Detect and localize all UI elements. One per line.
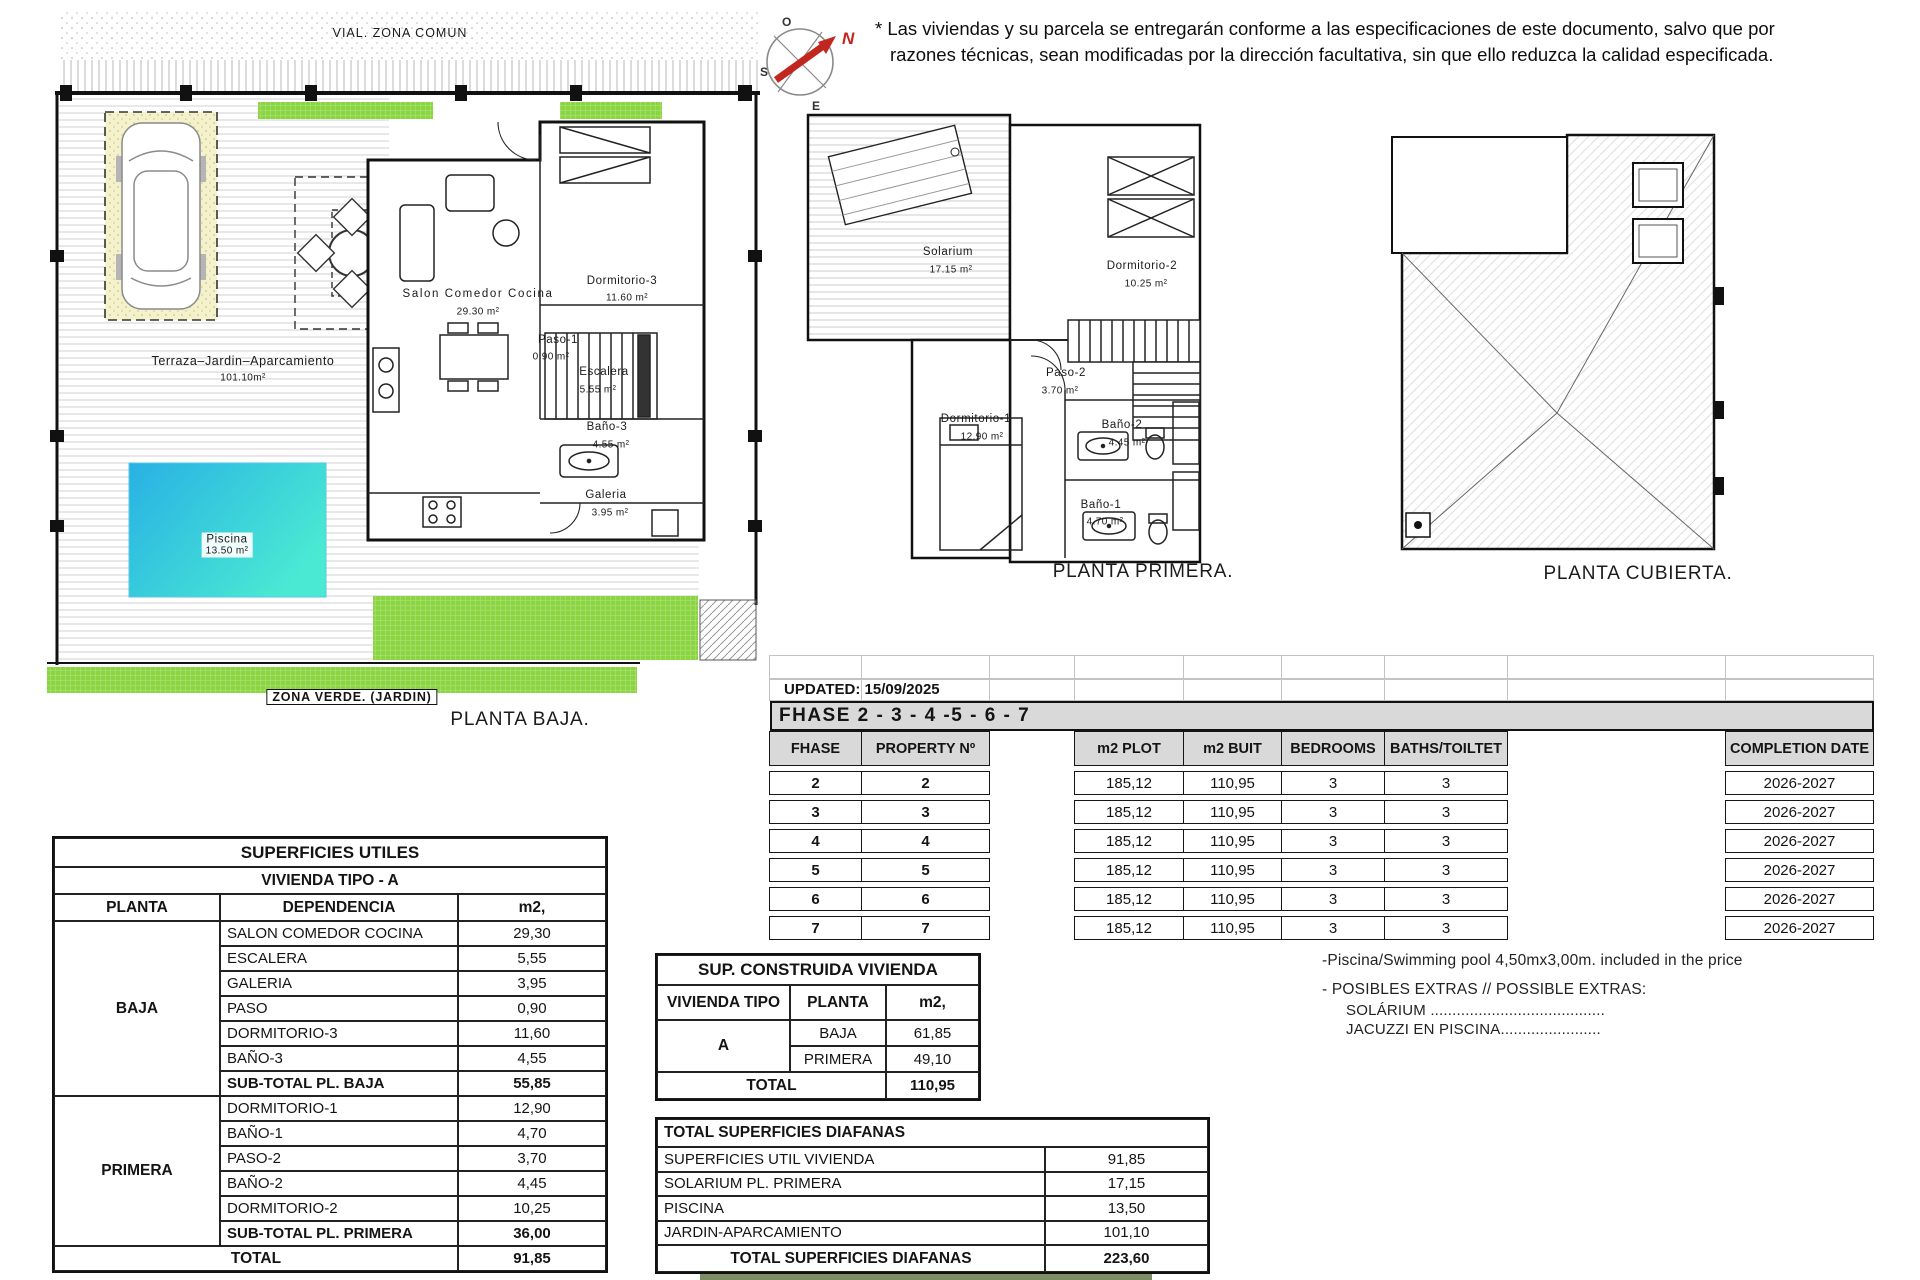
disclaimer-line2: razones técnicas, sean modificadas por la dirección facultativa, sin que ello reduzca la calidad especificada.	[890, 44, 1774, 66]
terraza-label: Terraza–Jardin–Aparcamiento	[151, 354, 335, 368]
dormitorio3-area: 11.60 m²	[606, 292, 648, 304]
paso1-area: 0.90 m²	[532, 351, 570, 363]
su-col-planta: PLANTA	[54, 894, 220, 921]
su-col-dependencia: DEPENDENCIA	[220, 894, 458, 921]
piscina-label: Piscina 13.50 m²	[202, 533, 253, 558]
col-baths: BATHS/TOILTET	[1384, 731, 1508, 766]
dormitorio3-label: Dormitorio-3	[586, 275, 658, 287]
su-total-value: 91,85	[458, 1246, 606, 1271]
bano1-label: Baño-1	[1080, 499, 1122, 511]
zona-verde-label: ZONA VERDE. (JARDIN)	[266, 689, 437, 705]
compass-west: O	[782, 15, 792, 29]
bano1-area: 4.70 m²	[1086, 516, 1124, 528]
extras-notes	[1322, 952, 1842, 1038]
compass-north: N	[842, 29, 855, 48]
diafanas-table: TOTAL SUPERFICIES DIAFANAS SUPERFICIES UTIL VIVIENDA 91,85 SOLARIUM PL. PRIMERA 17,15 PISCINA 13,50 JARDIN-APARCAMIENTO 101,10 TOTAL SUPERFICIES DIAFANAS 223,60	[655, 1117, 1210, 1274]
su-baja-label: BAJA	[54, 921, 220, 1096]
bano2-area: 4.45 m²	[1108, 437, 1146, 449]
extra-jacuzzi: JACUZZI EN PISCINA.......................	[1346, 1021, 1601, 1038]
phase-row: 5 5 185,12 110,95 3 3 2026-2027	[770, 858, 1874, 882]
dormitorio2-area: 10.25 m²	[1124, 278, 1168, 290]
pool-included-note: -Piscina/Swimming pool 4,50mx3,00m. included in the price	[1322, 952, 1743, 969]
salon-area: 29.30 m²	[456, 306, 500, 318]
bano3-area: 4.55 m²	[592, 439, 630, 451]
superficies-utiles-table: SUPERFICIES UTILES VIVIENDA TIPO - A PLANTA DEPENDENCIA m2, BAJA SALON COMEDOR COCINA 29,30 ESCALERA 5,55 GALERIA 3,95 PASO 0,90 DORMITORIO-3 11,60 BAÑO-3 4,55 SUB-TOTAL PL. BAJA 55,85 PRIMERA DORMITORIO-1 12,90 BAÑO-1 4,70 PASO-2 3,70 BAÑO-2 4,45 DORMITORIO-2 10,25 SUB-TOTAL PL. PRIMERA 36,00 TOTAL 91,85	[52, 836, 608, 1273]
galeria-area: 3.95 m²	[591, 507, 629, 519]
escalera-label: Escalera	[579, 366, 629, 378]
planta-cubierta-title: PLANTA CUBIERTA.	[1543, 563, 1733, 584]
df-total-label: TOTAL SUPERFICIES DIAFANAS	[657, 1245, 1045, 1272]
sc-title: SUP. CONSTRUIDA VIVIENDA	[657, 955, 979, 985]
su-baja-subtotal: SUB-TOTAL PL. BAJA	[220, 1071, 458, 1096]
col-fhase: FHASE	[769, 731, 862, 766]
sc-total-label: TOTAL	[657, 1072, 886, 1099]
col-built: m2 BUIT	[1183, 731, 1282, 766]
car-icon	[116, 123, 206, 309]
sc-col-tipo: VIVIENDA TIPO	[657, 985, 790, 1020]
vial-zona-comun-label: VIAL. ZONA COMUN	[332, 26, 468, 40]
bottom-edge-strip	[700, 1274, 1152, 1280]
compass-south: S	[760, 65, 769, 79]
disclaimer-line1: * Las viviendas y su parcela se entregarán conforme a las especificaciones de este documento, salvo que por	[875, 18, 1775, 39]
bano2-label: Baño-2	[1101, 419, 1143, 431]
col-property: PROPERTY Nº	[861, 731, 990, 766]
phase-header-row	[770, 731, 1874, 766]
df-title: TOTAL SUPERFICIES DIAFANAS	[657, 1119, 1208, 1147]
planta-primera-drawing	[795, 100, 1235, 580]
sc-col-planta: PLANTA	[790, 985, 886, 1020]
phase-row: 3 3 185,12 110,95 3 3 2026-2027	[770, 800, 1874, 824]
df-total-value: 223,60	[1045, 1245, 1208, 1272]
paso2-area: 3.70 m²	[1041, 385, 1079, 397]
planta-baja-title: PLANTA BAJA.	[450, 709, 590, 730]
paso2-label: Paso-2	[1045, 367, 1087, 379]
sc-tipo-a: A	[657, 1020, 790, 1072]
terraza-area: 101.10m²	[220, 372, 266, 384]
bano3-label: Baño-3	[586, 421, 628, 433]
su-title: SUPERFICIES UTILES	[54, 838, 606, 867]
phase-row: 7 7 185,12 110,95 3 3 2026-2027	[770, 916, 1874, 940]
su-col-m2: m2,	[458, 894, 606, 921]
planta-cubierta-drawing	[1380, 125, 1750, 565]
possible-extras-heading: - POSIBLES EXTRAS // POSSIBLE EXTRAS:	[1322, 981, 1647, 998]
salon-label: Salon Comedor Cocina	[402, 288, 554, 300]
col-plot: m2 PLOT	[1074, 731, 1184, 766]
compass-east: E	[812, 99, 821, 113]
phase-table	[770, 655, 1874, 940]
su-subtitle: VIVIENDA TIPO - A	[54, 867, 606, 894]
escalera-area: 5.55 m²	[579, 384, 617, 396]
dormitorio1-area: 12.90 m²	[960, 431, 1004, 443]
galeria-label: Galeria	[585, 489, 627, 501]
solarium-label: Solarium	[922, 246, 974, 258]
phase-table-title: FHASE 2 - 3 - 4 -5 - 6 - 7	[770, 701, 1874, 731]
disclaimer	[875, 16, 1835, 69]
sc-col-m2: m2,	[886, 985, 979, 1020]
su-total-label: TOTAL	[54, 1246, 458, 1271]
su-primera-label: PRIMERA	[54, 1096, 220, 1246]
extra-solarium: SOLÁRIUM ........................................	[1346, 1002, 1606, 1019]
phase-row: 6 6 185,12 110,95 3 3 2026-2027	[770, 887, 1874, 911]
su-primera-subtotal: SUB-TOTAL PL. PRIMERA	[220, 1221, 458, 1246]
pool-shape	[129, 463, 326, 597]
paso1-label: Paso-1	[537, 334, 579, 346]
phase-row: 4 4 185,12 110,95 3 3 2026-2027	[770, 829, 1874, 853]
planta-primera-title: PLANTA PRIMERA.	[1052, 561, 1234, 582]
planta-baja-drawing	[40, 5, 770, 745]
phase-row: 2 2 185,12 110,95 3 3 2026-2027	[770, 771, 1874, 795]
solarium-area: 17.15 m²	[929, 264, 973, 276]
updated-date: UPDATED: 15/09/2025	[784, 681, 940, 698]
col-bedrooms: BEDROOMS	[1281, 731, 1385, 766]
sup-construida-table: SUP. CONSTRUIDA VIVIENDA VIVIENDA TIPO PLANTA m2, A BAJA 61,85 PRIMERA 49,10 TOTAL 110,95	[655, 953, 981, 1101]
sc-total-value: 110,95	[886, 1072, 979, 1099]
dormitorio1-label: Dormitorio-1	[940, 413, 1012, 425]
col-completion: COMPLETION DATE	[1725, 731, 1874, 766]
phase-updated-row	[770, 679, 1874, 701]
dormitorio2-label: Dormitorio-2	[1106, 260, 1178, 272]
phase-empty-row	[770, 655, 1874, 679]
